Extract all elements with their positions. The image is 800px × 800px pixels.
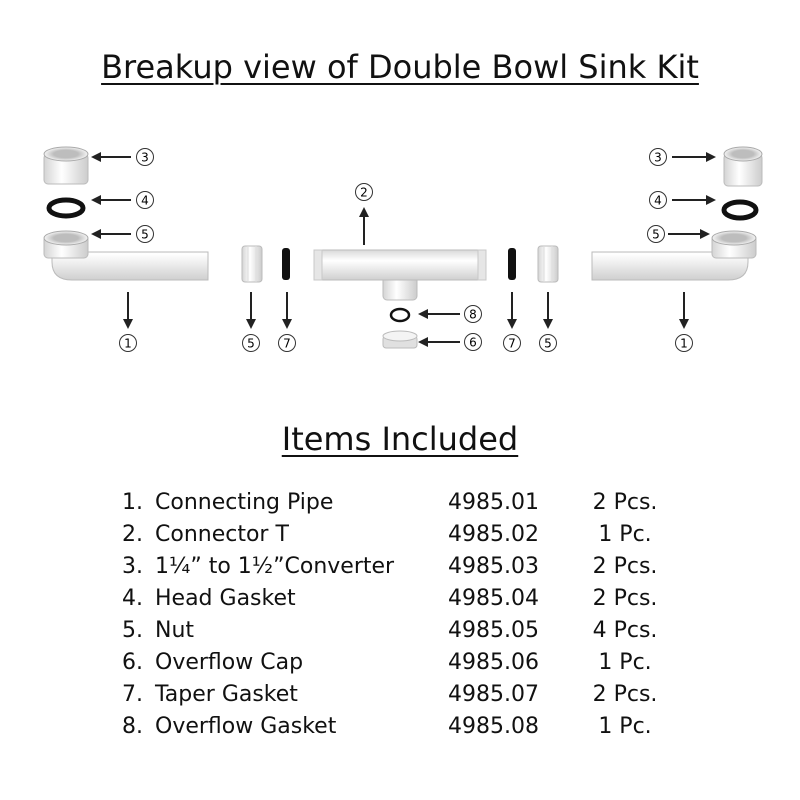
svg-text:4: 4 [654, 193, 662, 208]
list-item [0, 522, 800, 552]
right-taper-gasket [508, 248, 516, 280]
item-number: 4. [122, 586, 143, 611]
callout-5-left-top [137, 226, 154, 243]
item-code: 4985.03 [448, 554, 539, 579]
item-number: 3. [122, 554, 143, 579]
svg-text:7: 7 [508, 336, 516, 351]
item-name: 1¼” to 1½”Converter [155, 554, 395, 579]
callout-4-left [137, 192, 154, 209]
callout-8 [465, 306, 482, 323]
item-quantity: 1 Pc. [598, 522, 652, 547]
connector-t [314, 250, 486, 300]
callout-2 [356, 184, 373, 201]
list-item [0, 490, 800, 520]
callout-4-right [650, 192, 667, 209]
left-connecting-pipe [44, 231, 208, 280]
item-code: 4985.01 [448, 490, 539, 515]
svg-text:8: 8 [469, 307, 477, 322]
item-name: Nut [155, 618, 195, 643]
overflow-cap [383, 331, 417, 348]
item-quantity: 1 Pc. [598, 650, 652, 675]
overflow-gasket [391, 309, 409, 321]
list-item [0, 682, 800, 712]
left-head-gasket [49, 200, 83, 216]
item-name: Connecting Pipe [155, 490, 334, 515]
right-head-gasket [724, 202, 756, 218]
svg-text:6: 6 [469, 335, 477, 350]
right-nut [538, 246, 558, 282]
list-item [0, 586, 800, 616]
item-name: Overflow Gasket [155, 714, 337, 739]
callout-3-right [650, 149, 667, 166]
item-number: 2. [122, 522, 143, 547]
callout-1-left [120, 335, 137, 352]
item-name: Connector T [155, 522, 289, 547]
right-converter [724, 147, 762, 186]
item-number: 7. [122, 682, 143, 707]
svg-text:3: 3 [141, 150, 149, 165]
left-converter [44, 147, 88, 184]
svg-text:3: 3 [654, 150, 662, 165]
svg-text:4: 4 [141, 193, 149, 208]
item-quantity: 2 Pcs. [592, 682, 658, 707]
item-code: 4985.06 [448, 650, 539, 675]
left-nut [242, 246, 262, 282]
item-code: 4985.04 [448, 586, 539, 611]
callout-5-right-bottom [540, 335, 557, 352]
item-number: 6. [122, 650, 143, 675]
list-item [0, 650, 800, 680]
item-code: 4985.07 [448, 682, 539, 707]
callout-5-right-top [648, 226, 665, 243]
item-name: Overflow Cap [155, 650, 304, 675]
svg-text:2: 2 [360, 185, 368, 200]
list-item [0, 554, 800, 584]
callout-3-left [137, 149, 154, 166]
svg-text:1: 1 [124, 336, 132, 351]
svg-text:5: 5 [652, 227, 660, 242]
callout-7-left [279, 335, 296, 352]
list-item [0, 618, 800, 648]
item-number: 1. [122, 490, 143, 515]
callout-1-right [676, 335, 693, 352]
svg-text:5: 5 [247, 336, 255, 351]
svg-text:5: 5 [141, 227, 149, 242]
item-quantity: 2 Pcs. [592, 554, 658, 579]
diagram-title: Breakup view of Double Bowl Sink Kit [101, 48, 699, 86]
item-quantity: 2 Pcs. [592, 490, 658, 515]
right-connecting-pipe [592, 231, 756, 280]
svg-text:7: 7 [283, 336, 291, 351]
item-quantity: 4 Pcs. [592, 618, 658, 643]
item-number: 8. [122, 714, 143, 739]
item-quantity: 1 Pc. [598, 714, 652, 739]
svg-text:1: 1 [680, 336, 688, 351]
callout-5-left-bottom [243, 335, 260, 352]
item-code: 4985.02 [448, 522, 539, 547]
item-number: 5. [122, 618, 143, 643]
item-code: 4985.08 [448, 714, 539, 739]
callout-6 [465, 334, 482, 351]
item-name: Taper Gasket [155, 682, 298, 707]
item-quantity: 2 Pcs. [592, 586, 658, 611]
item-name: Head Gasket [155, 586, 296, 611]
callout-7-right [504, 335, 521, 352]
svg-text:5: 5 [544, 336, 552, 351]
left-taper-gasket [282, 248, 290, 280]
list-item [0, 714, 800, 744]
items-included-title: Items Included [281, 420, 519, 458]
item-code: 4985.05 [448, 618, 539, 643]
